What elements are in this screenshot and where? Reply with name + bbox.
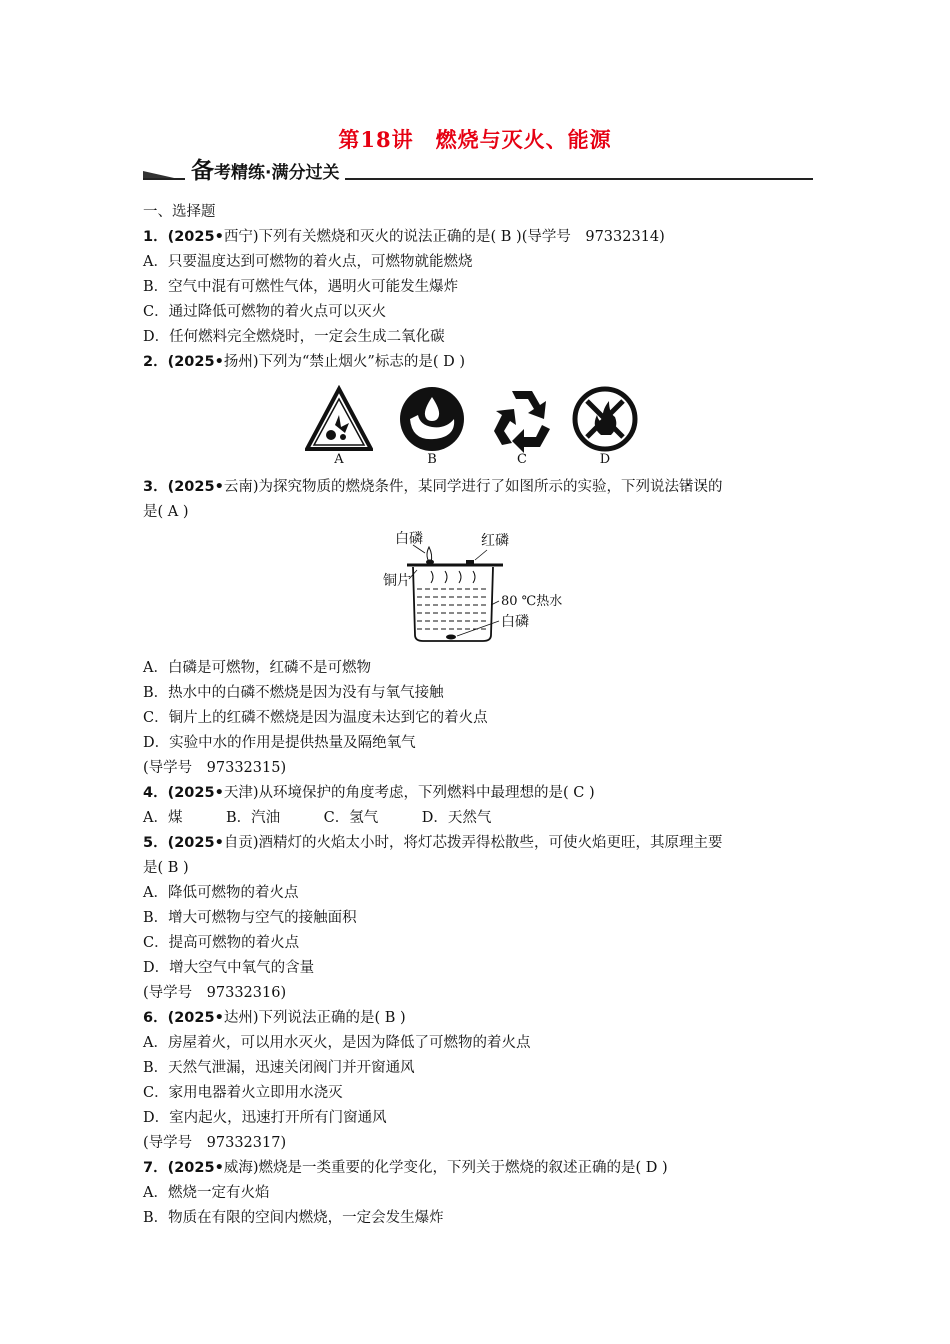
q-text: 西宁)下列有关燃烧和灭火的说法正确的是( B )(导学号 97332314) (223, 229, 665, 245)
q6-option: D．室内起火，迅速打开所有门窗通风 (143, 1110, 387, 1126)
q6-option: A．房屋着火，可以用水灭火，是因为降低了可燃物的着火点 (143, 1035, 531, 1051)
q-src: (2025• (167, 229, 224, 245)
q7-option: A．燃烧一定有火焰 (143, 1185, 270, 1201)
emphasis-char: 错 (679, 479, 694, 495)
q-text: 达州)下列说法正确的是( B ) (223, 1010, 406, 1026)
banner-rest: 考精练 (214, 163, 265, 183)
recycle-icon (488, 385, 556, 453)
section-banner (143, 152, 813, 182)
sign-caption: B (427, 452, 437, 467)
sign-caption: A (334, 452, 344, 467)
q-src: (2025• (167, 354, 224, 370)
q3-option: C．铜片上的红磷不燃烧是因为温度未达到它的着火点 (143, 710, 488, 726)
q5-line2: 是( B ) (143, 860, 189, 876)
emphasis-char: 误 (693, 479, 709, 495)
q-text: 云南)为探究物质的燃烧条件，某同学进行了如图所示的实验，下列说法 (223, 479, 680, 495)
q5-ref: (导学号 97332316) (143, 985, 287, 1001)
q1-option: C．通过降低可燃物的着火点可以灭火 (143, 304, 387, 320)
q-text: 威海)燃烧是一类重要的化学变化，下列关于燃烧的叙述正确的是( D ) (223, 1160, 668, 1176)
question-3 (143, 475, 813, 500)
explosive-warning-icon (305, 385, 373, 453)
q-num: 5． (143, 835, 168, 851)
sign-caption: D (599, 452, 611, 467)
banner-suffix: ·满分过关 (265, 163, 340, 183)
q-text: 天津)从环境保护的角度考虑，下列燃料中最理想的是( C ) (223, 785, 595, 801)
q-src: (2025• (167, 1010, 224, 1026)
combustion-experiment-figure (143, 525, 813, 650)
beaker (413, 567, 493, 641)
q-num: 6． (143, 1010, 168, 1026)
section-heading: 一、选择题 (143, 204, 216, 220)
q-text: 的 (708, 479, 723, 495)
banner-label (185, 152, 345, 185)
q-src: (2025• (167, 1160, 224, 1176)
q5-option: B．增大可燃物与空气的接触面积 (143, 910, 357, 926)
q-src: (2025• (167, 479, 224, 495)
question-list (143, 200, 813, 1231)
q-text: 自贡)酒精灯的火焰太小时，将灯芯拨弄得松散些，可使火焰更旺，其原理主要 (223, 835, 723, 851)
label-white-phosphorus-top: 白磷 (395, 531, 423, 547)
q1-option: D．任何燃料完全燃烧时，一定会生成二氧化碳 (143, 329, 445, 345)
q4-options: A．煤 B．汽油 C．氢气 D．天然气 (143, 810, 492, 826)
q-text: 扬州)下列为“禁止烟火”标志的是( D ) (223, 354, 465, 370)
q-num: 4． (143, 785, 168, 801)
q-num: 3． (143, 479, 168, 495)
q6-option: B．天然气泄漏，迅速关闭阀门并开窗通风 (143, 1060, 415, 1076)
q5-option: A．降低可燃物的着火点 (143, 885, 299, 901)
q-num: 2． (143, 354, 168, 370)
q6-ref: (导学号 97332317) (143, 1135, 287, 1151)
no-fire-icon (571, 385, 639, 453)
question-5 (143, 831, 813, 856)
q3-line2: 是( A ) (143, 504, 189, 520)
sign-caption: C (517, 452, 527, 467)
question-7 (143, 1156, 813, 1181)
q1-option: B．空气中混有可燃性气体，遇明火可能发生爆炸 (143, 279, 459, 295)
q-num: 1． (143, 229, 168, 245)
q3-option: D．实验中水的作用是提供热量及隔绝氧气 (143, 735, 416, 751)
label-white-phosphorus-bottom: 白磷 (501, 614, 529, 630)
q3-ref: (导学号 97332315) (143, 760, 287, 776)
label-hot-water: 80 ℃热水 (501, 594, 563, 609)
beaker-diagram (383, 525, 573, 650)
q-num: 7． (143, 1160, 168, 1176)
q-src: (2025• (167, 785, 224, 801)
water-drop-icon (398, 385, 466, 453)
q3-option: A．白磷是可燃物，红磷不是可燃物 (143, 660, 371, 676)
q7-option: B．物质在有限的空间内燃烧，一定会发生爆炸 (143, 1210, 444, 1226)
question-4 (143, 781, 813, 806)
page-title: 第18讲 燃烧与灭火、能源 (338, 127, 612, 152)
q3-option: B．热水中的白磷不燃烧是因为没有与氧气接触 (143, 685, 444, 701)
question-6 (143, 1006, 813, 1031)
q1-option: A．只要温度达到可燃物的着火点，可燃物就能燃烧 (143, 254, 473, 270)
q-src: (2025• (167, 835, 224, 851)
q6-option: C．家用电器着火立即用水浇灭 (143, 1085, 343, 1101)
sign-options (143, 375, 813, 475)
question-1 (143, 225, 813, 250)
label-copper: 铜片 (383, 573, 411, 589)
question-2 (143, 350, 813, 375)
q5-option: D．增大空气中氧气的含量 (143, 960, 315, 976)
q5-option: C．提高可燃物的着火点 (143, 935, 300, 951)
label-red-phosphorus: 红磷 (481, 533, 509, 549)
banner-lead: 备 (191, 158, 214, 184)
